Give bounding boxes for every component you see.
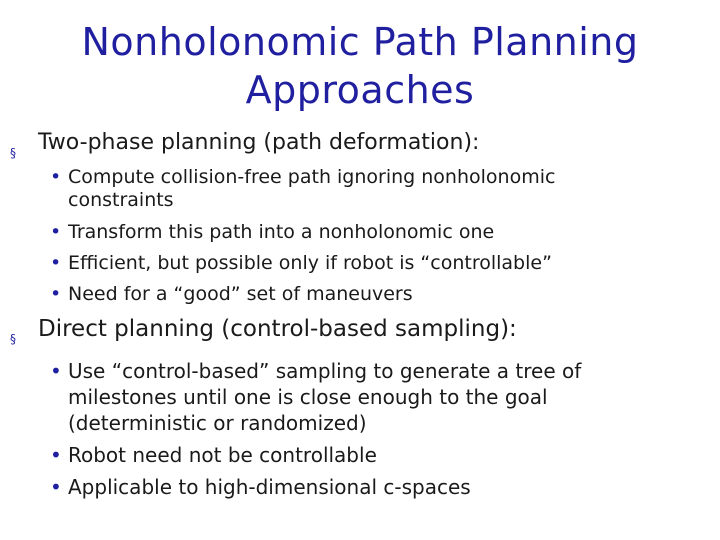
sub-bullet-text: Need for a “good” set of maneuvers (68, 283, 413, 305)
dot-bullet-icon: • (50, 359, 62, 383)
dot-bullet-icon: • (50, 283, 62, 305)
dot-bullet-icon: • (50, 443, 62, 467)
section-bullet-icon: § (10, 332, 16, 346)
sub-bullet-item (0, 474, 720, 500)
sub-bullet-text: Robot need not be controllable (68, 443, 377, 467)
sub-bullet-item (0, 283, 720, 306)
section-bullet-icon: § (10, 146, 16, 160)
sub-bullet-item (0, 358, 720, 436)
sub-bullet-text: Transform this path into a nonholonomic one (68, 221, 495, 243)
dot-bullet-icon: • (50, 221, 62, 243)
bullet-item (0, 128, 720, 158)
sub-bullet-item (0, 166, 720, 212)
sub-bullet-list (0, 358, 720, 500)
sub-bullet-text: Use “control-based” sampling to generate a tree of milestones until one is close enough to the goal (deterministic or randomized) (68, 359, 582, 435)
sub-bullet-list (0, 166, 720, 306)
sub-bullet-text: Compute collision-free path ignoring nonholonomic constraints (68, 166, 556, 211)
slide-title-line-1: Nonholonomic Path Planning (81, 20, 639, 64)
bullet-two-phase-planning (0, 128, 720, 306)
bullet-direct-planning (0, 314, 720, 500)
slide-body (0, 128, 720, 506)
sub-bullet-item (0, 252, 720, 275)
slide-title (0, 18, 720, 114)
bullet-text: Direct planning (control-based sampling): (38, 316, 517, 342)
dot-bullet-icon: • (50, 475, 62, 499)
dot-bullet-icon: • (50, 166, 62, 188)
sub-bullet-text: Efficient, but possible only if robot is “controllable” (68, 252, 552, 274)
bullet-text: Two-phase planning (path deformation): (38, 130, 480, 155)
sub-bullet-text: Applicable to high-dimensional c-spaces (68, 475, 471, 499)
slide-title-line-2: Approaches (245, 68, 475, 112)
sub-bullet-item (0, 442, 720, 468)
sub-bullet-item (0, 221, 720, 244)
bullet-item (0, 314, 720, 344)
dot-bullet-icon: • (50, 252, 62, 274)
